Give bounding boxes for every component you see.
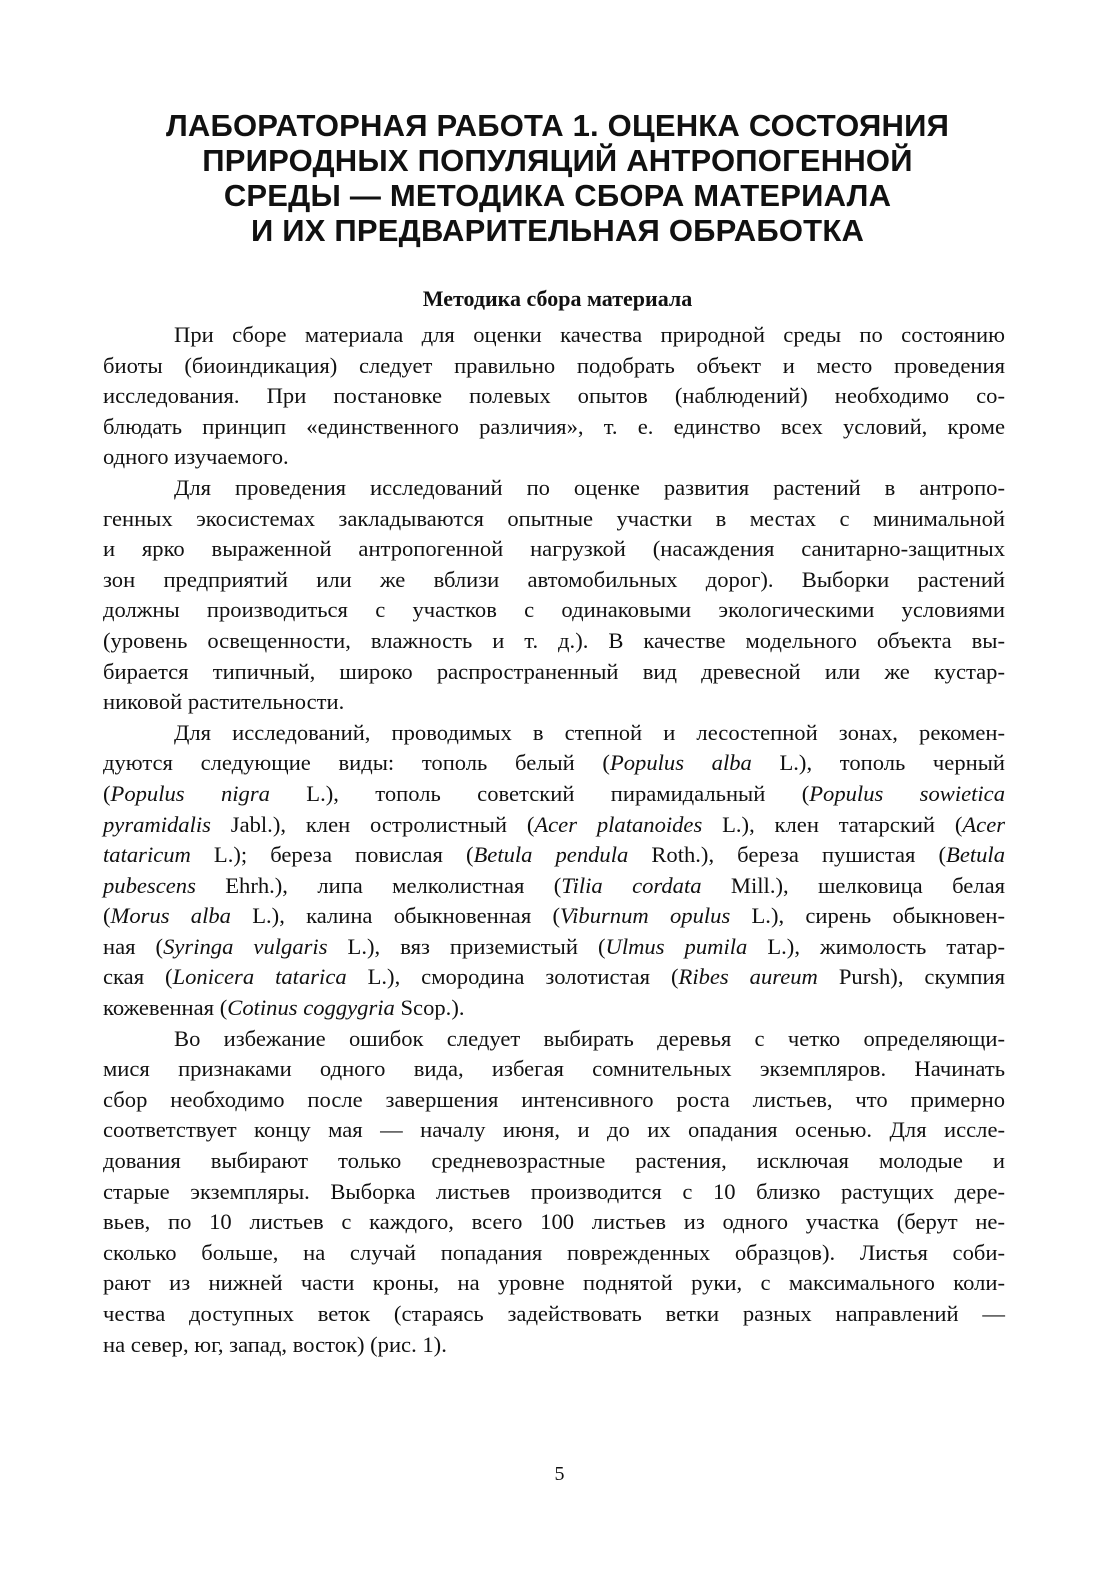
latin-species-name: Viburnum opulus bbox=[560, 903, 731, 929]
text-run: исследования. При постановке полевых опытов (наблюдений) необходимо со- bbox=[103, 383, 1005, 409]
text-line bbox=[103, 412, 1005, 443]
paragraph bbox=[103, 473, 1005, 718]
text-run: старые экземпляры. Выборка листьев производится с 10 близко растущих дере- bbox=[103, 1178, 1005, 1204]
text-run: ( bbox=[103, 903, 111, 929]
text-line bbox=[103, 932, 1005, 963]
text-run: L.), тополь черный bbox=[751, 750, 1005, 776]
text-run: Jabl.), клен остролистный ( bbox=[210, 811, 535, 837]
text-run: ская ( bbox=[103, 964, 173, 990]
page-number: 5 bbox=[554, 1463, 565, 1485]
text-line bbox=[103, 748, 1005, 779]
body-text bbox=[103, 320, 1005, 1360]
text-line bbox=[103, 1177, 1005, 1208]
text-line bbox=[103, 1115, 1005, 1146]
section-title: Методика сбора материала bbox=[422, 286, 693, 311]
text-run: L.), клен татарский ( bbox=[702, 811, 963, 837]
text-run: Ehrh.), липа мелколистная ( bbox=[195, 872, 562, 898]
text-run: Scop.). bbox=[394, 995, 465, 1021]
text-line bbox=[103, 1054, 1005, 1085]
text-run: никовой растительности. bbox=[103, 689, 345, 715]
text-run: (уровень освещенности, влажность и т. д.). В качестве модельного объекта вы- bbox=[103, 627, 1005, 653]
text-line bbox=[103, 687, 1005, 718]
text-line bbox=[103, 504, 1005, 535]
text-run: на север, юг, запад, восток) (рис. 1). bbox=[103, 1331, 447, 1357]
text-run: L.); береза повислая ( bbox=[190, 842, 474, 868]
text-run: При сборе материала для оценки качества природной среды по состоянию bbox=[174, 322, 1005, 347]
text-line bbox=[103, 320, 1005, 351]
text-run: Во избежание ошибок следует выбирать деревья с четко определяющи- bbox=[174, 1025, 1005, 1051]
text-run: ( bbox=[103, 780, 111, 806]
paragraph bbox=[103, 320, 1005, 473]
chapter-title-line: ЛАБОРАТОРНАЯ РАБОТА 1. ОЦЕНКА СОСТОЯНИЯ bbox=[165, 108, 950, 143]
paragraph bbox=[103, 718, 1005, 1024]
latin-species-name: Tilia cordata bbox=[561, 872, 702, 898]
text-line bbox=[103, 442, 1005, 473]
text-run: блюдать принцип «единственного различия», т. е. единство всех условий, кроме bbox=[103, 413, 1005, 439]
text-line bbox=[103, 534, 1005, 565]
text-run: кожевенная ( bbox=[103, 995, 228, 1021]
text-run: L.), сирень обыкновен- bbox=[730, 903, 1005, 929]
text-run: Pursh), скумпия bbox=[817, 964, 1005, 990]
latin-species-name: Cotinus coggygria bbox=[227, 995, 395, 1021]
chapter-title-line: ПРИРОДНЫХ ПОПУЛЯЦИЙ АНТРОПОГЕННОЙ bbox=[202, 143, 913, 178]
text-line bbox=[103, 810, 1005, 841]
latin-species-name: tataricum bbox=[103, 842, 191, 868]
text-run: L.), вяз приземистый ( bbox=[327, 933, 606, 959]
text-run: чества доступных веток (стараясь задействовать ветки разных направлений — bbox=[103, 1301, 1005, 1326]
text-line bbox=[103, 1024, 1005, 1055]
chapter-title-line: И ИХ ПРЕДВАРИТЕЛЬНАЯ ОБРАБОТКА bbox=[250, 213, 865, 248]
text-line bbox=[103, 351, 1005, 382]
text-line bbox=[103, 595, 1005, 626]
text-run: сбор необходимо после завершения интенсивного роста листьев, что примерно bbox=[103, 1086, 1005, 1112]
text-line bbox=[103, 626, 1005, 657]
text-line bbox=[103, 962, 1005, 993]
latin-species-name: Populus sowietica bbox=[809, 780, 1006, 806]
text-run: L.), смородина золотистая ( bbox=[346, 964, 679, 990]
chapter-title bbox=[100, 108, 1015, 248]
latin-species-name: pyramidalis bbox=[103, 811, 211, 837]
text-line bbox=[103, 381, 1005, 412]
latin-species-name: Lonicera tatarica bbox=[172, 964, 347, 990]
text-line bbox=[103, 779, 1005, 810]
text-run: сколько больше, на случай попадания поврежденных образцов). Листья соби- bbox=[103, 1239, 1005, 1265]
text-run: бирается типичный, широко распространенный вид древесной или же кустар- bbox=[103, 658, 1005, 684]
text-line bbox=[103, 1268, 1005, 1299]
text-run: мися признаками одного вида, избегая сомнительных экземпляров. Начинать bbox=[103, 1056, 1005, 1082]
text-run: Для исследований, проводимых в степной и лесостепной зонах, рекомен- bbox=[174, 719, 1005, 745]
latin-species-name: Populus alba bbox=[609, 750, 752, 776]
text-run: зон предприятий или же вблизи автомобильных дорог). Выборки растений bbox=[103, 566, 1005, 592]
latin-species-name: Ulmus pumila bbox=[605, 933, 748, 959]
text-line bbox=[103, 993, 1005, 1024]
text-line bbox=[103, 718, 1005, 749]
latin-species-name: Betula bbox=[946, 842, 1005, 868]
text-run: биоты (биоиндикация) следует правильно подобрать объект и место проведения bbox=[103, 352, 1005, 378]
latin-species-name: Ribes aureum bbox=[678, 964, 818, 990]
text-run: L.), тополь советский пирамидальный ( bbox=[269, 780, 810, 806]
text-run: Mill.), шелковица белая bbox=[701, 872, 1005, 898]
text-run: и ярко выраженной антропогенной нагрузкой (насаждения санитарно-защитных bbox=[103, 536, 1005, 562]
latin-species-name: Morus alba bbox=[110, 903, 231, 929]
text-run: генных экосистемах закладываются опытные участки в местах с минимальной bbox=[103, 505, 1005, 531]
text-run: L.), жимолость татар- bbox=[747, 933, 1006, 959]
latin-species-name: Populus nigra bbox=[110, 780, 270, 806]
text-line bbox=[103, 1085, 1005, 1116]
text-run: дуются следующие виды: тополь белый ( bbox=[103, 750, 610, 776]
text-line bbox=[103, 840, 1005, 871]
latin-species-name: Acer bbox=[962, 811, 1006, 837]
text-line bbox=[103, 901, 1005, 932]
text-run: Для проведения исследований по оценке развития растений в антропо- bbox=[174, 474, 1005, 500]
text-run: Roth.), береза пушистая ( bbox=[628, 842, 947, 868]
text-line bbox=[103, 1146, 1005, 1177]
text-run: должны производиться с участков с одинаковыми экологическими условиями bbox=[103, 597, 1005, 623]
latin-species-name: Betula pendula bbox=[473, 842, 629, 868]
paragraph bbox=[103, 1024, 1005, 1361]
text-run: вьев, по 10 листьев с каждого, всего 100 листьев из одного участка (берут не- bbox=[103, 1209, 1005, 1235]
text-line bbox=[103, 1238, 1005, 1269]
text-line bbox=[103, 1207, 1005, 1238]
text-run: соответствует концу мая — началу июня, и до их опадания осенью. Для иссле- bbox=[103, 1117, 1005, 1143]
text-line bbox=[103, 473, 1005, 504]
text-run: рают из нижней части кроны, на уровне поднятой руки, с максимального коли- bbox=[103, 1270, 1005, 1296]
text-run: L.), калина обыкновенная ( bbox=[230, 903, 561, 929]
text-line bbox=[103, 1330, 1005, 1361]
text-line bbox=[103, 1299, 1005, 1330]
text-line bbox=[103, 871, 1005, 902]
chapter-title-line: СРЕДЫ — МЕТОДИКА СБОРА МАТЕРИАЛА bbox=[223, 178, 892, 213]
text-line bbox=[103, 657, 1005, 688]
latin-species-name: Syringa vulgaris bbox=[163, 933, 328, 959]
text-run: одного изучаемого. bbox=[103, 444, 289, 470]
latin-species-name: pubescens bbox=[103, 872, 196, 898]
text-line bbox=[103, 565, 1005, 596]
text-run: дования выбирают только средневозрастные растения, исключая молодые и bbox=[103, 1148, 1005, 1174]
text-run: ная ( bbox=[103, 933, 164, 959]
latin-species-name: Acer platanoides bbox=[534, 811, 703, 837]
